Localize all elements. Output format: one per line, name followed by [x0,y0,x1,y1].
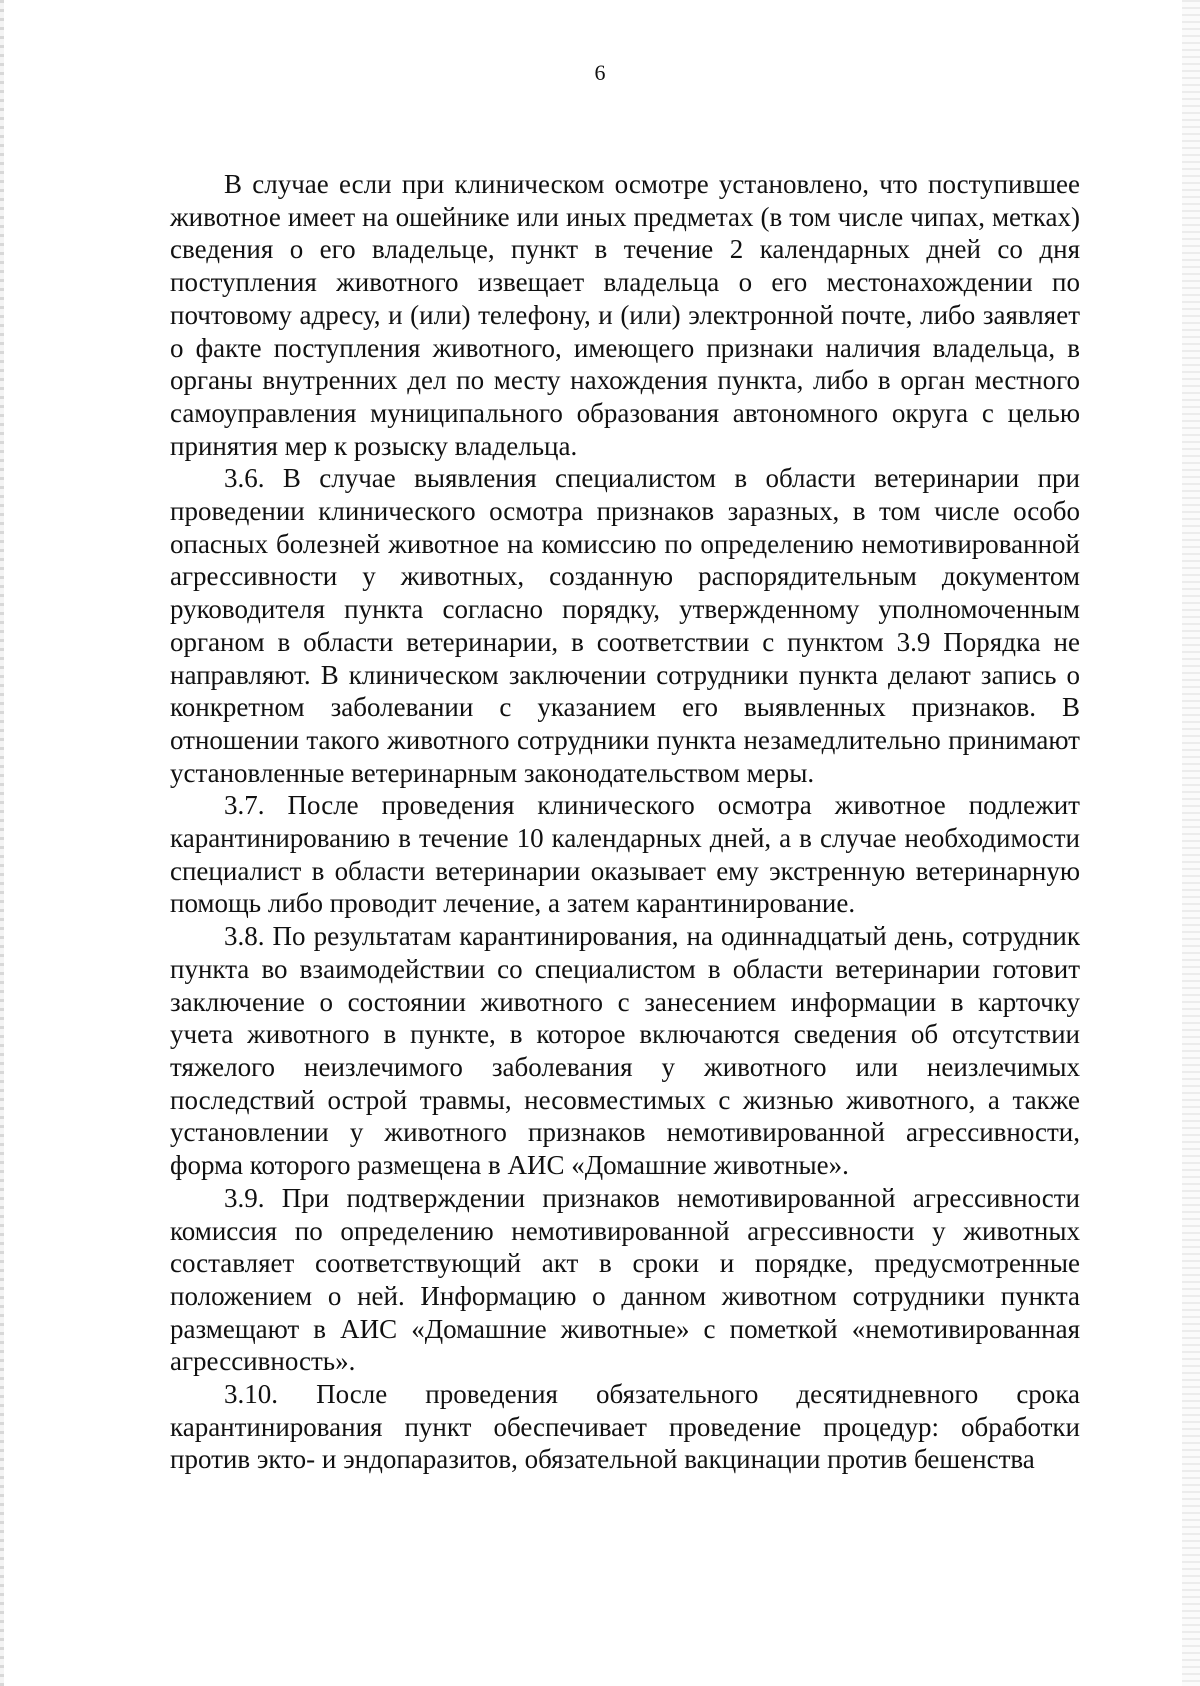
page-number: 6 [594,60,606,85]
paragraph-3-9: 3.9. При подтверждении признаков немотивированной агрессивности комиссия по определению немотивированной агрессивности у животных составляет соответствующий акт в сроки и порядке, предусмотренные положением о ней. Информацию о данном животном сотрудники пункта размещают в АИС «Домашние животные» с пометкой «немотивированная агрессивность». [170,1182,1080,1377]
paragraph-owner-notification: В случае если при клиническом осмотре установлено, что поступившее животное имеет на ошейнике или иных предметах (в том числе чипах, метках) сведения о его владельце, пункт в течение 2 календарных дней со дня поступления животного извещает владельца о его местонахождении по почтовому адресу, и (или) телефону, и (или) электронной почте, либо заявляет о факте поступления животного, имеющего признаки наличия владельца, в органы внутренних дел по месту нахождения пункта, либо в орган местного самоуправления муниципального образования автономного округа с целью принятия мер к розыску владельца. [170,169,1080,461]
paragraph-3-8: 3.8. По результатам карантинирования, на одиннадцатый день, сотрудник пункта во взаимодействии со специалистом в области ветеринарии готовит заключение о состоянии животного с занесением информации в карточку учета животного в пункте, в которое включаются сведения об отсутствии тяжелого неизлечимого заболевания у животного или неизлечимых последствий острой травмы, несовместимых с жизнью животного, а также установлении у животного признаков немотивированной агрессивности, форма которого размещена в АИС «Домашние животные». [170,921,1080,1181]
scan-edge-right [1182,0,1200,1686]
paragraph-3-10: 3.10. После проведения обязательного десятидневного срока карантинирования пункт обеспечивает проведение процедур: обработки против экто- и эндопаразитов, обязательной вакцинации против бешенства [170,1379,1080,1475]
paragraph-3-6: 3.6. В случае выявления специалистом в области ветеринарии при проведении клинического осмотра признаков заразных, в том числе особо опасных болезней животное на комиссию по определению немотивированной агрессивности у животных, созданную распорядительным документом руководителя пункта согласно порядку, утвержденному уполномоченным органом в области ветеринарии, в соответствии с пунктом 3.9 Порядка не направляют. В клиническом заключении сотрудники пункта делают запись о конкретном заболевании с указанием его выявленных признаков. В отношении такого животного сотрудники пункта незамедлительно принимают установленные ветеринарным законодательством меры. [170,463,1080,788]
paragraph-3-7: 3.7. После проведения клинического осмотра животное подлежит карантинированию в течение 10 календарных дней, а в случае необходимости специалист в области ветеринарии оказывает ему экстренную ветеринарную помощь либо проводит лечение, а затем карантинирование. [170,790,1080,919]
document-body [170,168,1080,1476]
scan-edge-left [0,0,4,1686]
